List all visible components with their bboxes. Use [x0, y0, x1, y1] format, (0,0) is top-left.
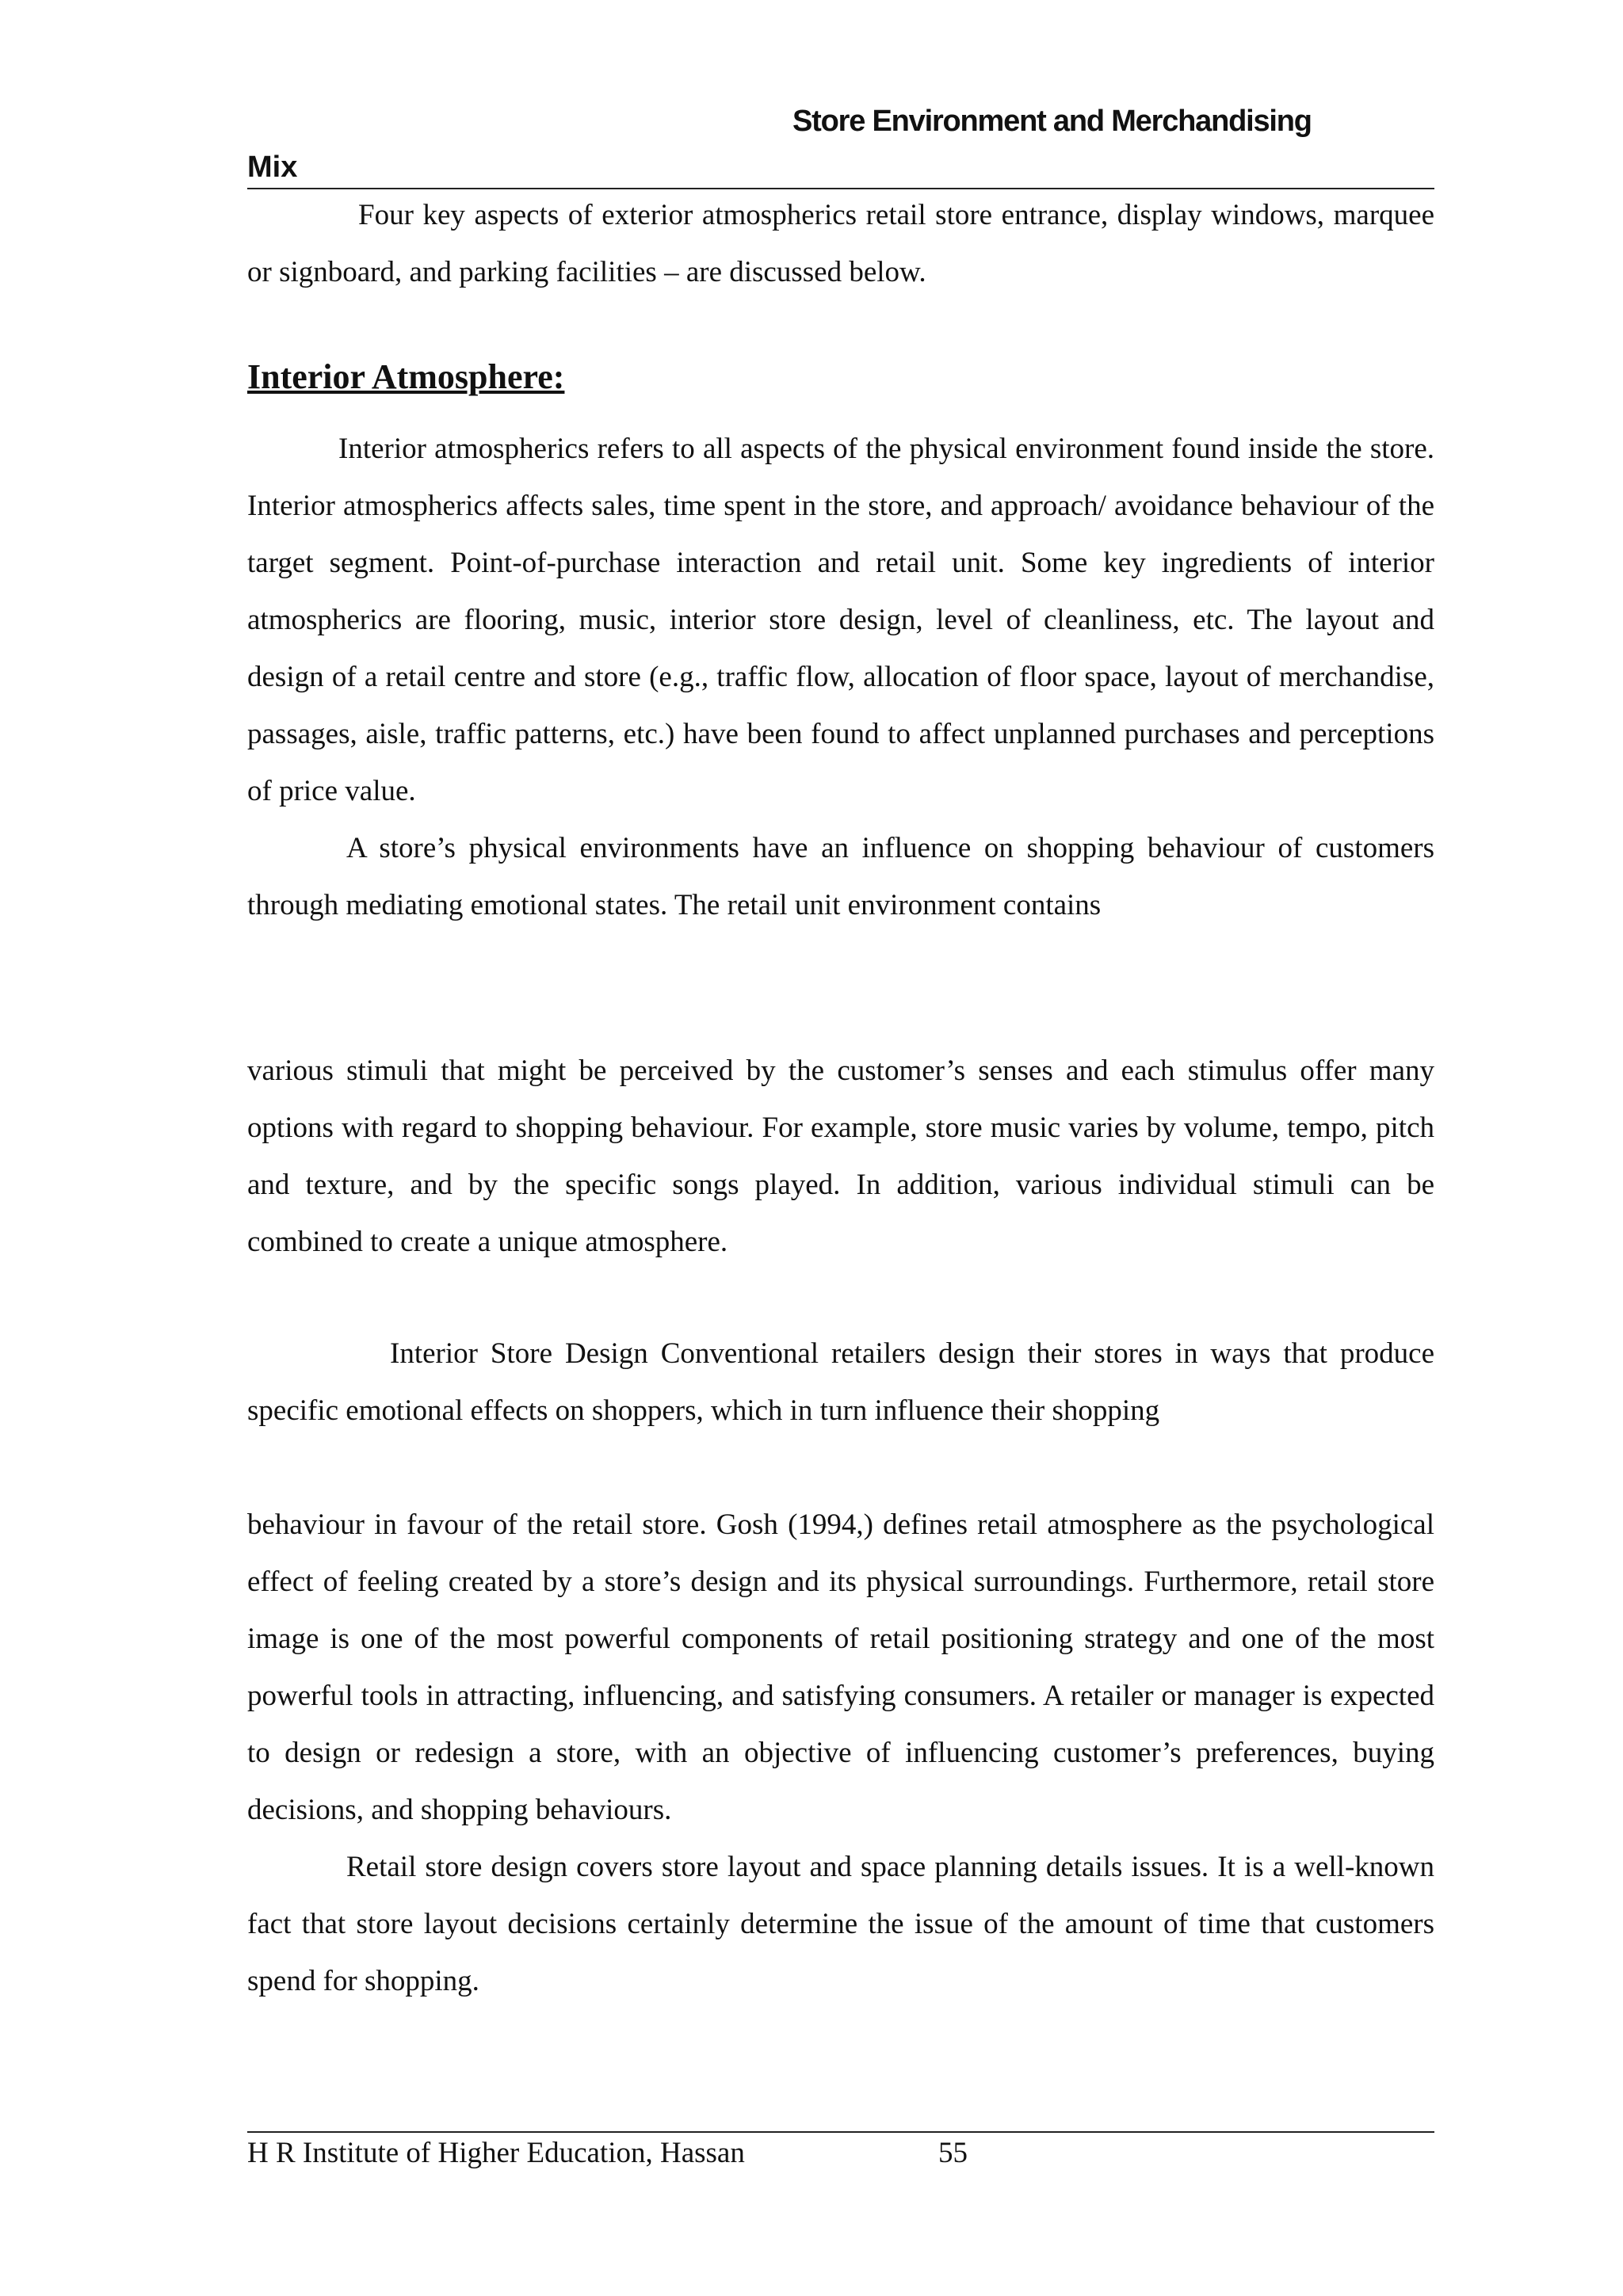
stimuli-block	[247, 1043, 1434, 1271]
page-number: 55	[938, 2137, 968, 2169]
running-header-title: Store Environment and Merchandising	[792, 105, 1312, 138]
interior-block	[247, 421, 1434, 934]
paragraph-retail-atmosphere: behaviour in favour of the retail store. Gosh (1994,) defines retail atmosphere as the psychological effect of feeling created by a store’s design and its physical surroundings. Furthermore, retail store image is one of the most powerful components of retail positioning strategy and one of the most powerful tools in attracting, influencing, and satisfying consumers. A retailer or manager is expected to design or redesign a store, with an objective of influencing customer’s preferences, buying decisions, and shopping behaviours.	[247, 1508, 1434, 1826]
paragraph-stimuli: various stimuli that might be perceived by the customer’s senses and each stimulus offer many options with regard to shopping behaviour. For example, store music varies by volume, tempo, pitch and texture, and by the specific songs played. In addition, various individual stimuli can be combined to create a unique atmosphere.	[247, 1055, 1434, 1258]
running-header-continuation: Mix	[247, 151, 298, 184]
atmosphere-block	[247, 1497, 1434, 2010]
footer-institution: H R Institute of Higher Education, Hassan	[247, 2137, 745, 2169]
intro-block	[247, 187, 1434, 301]
paragraph-interior-atmospherics: Interior atmospherics refers to all aspects of the physical environment found inside the store. Interior atmospherics affects sales, time spent in the store, and approach/ avoidance behaviour of the target segment. Point-of-purchase interaction and retail unit. Some key ingredients of interior atmospherics are flooring, music, interior store design, level of cleanliness, etc. The layout and design of a retail centre and store (e.g., traffic flow, allocation of floor space, layout of merchandise, passages, aisle, traffic patterns, etc.) have been found to affect unplanned purchases and perceptions of price value.	[247, 433, 1434, 807]
paragraph-physical-environments: A store’s physical environments have an influence on shopping behaviour of customers through mediating emotional states. The retail unit environment contains	[247, 832, 1434, 921]
paragraph-layout-planning: Retail store design covers store layout and space planning details issues. It is a well-known fact that store layout decisions certainly determine the issue of the amount of time that customers spend for shopping.	[247, 1851, 1434, 1997]
paragraph-store-design: Interior Store Design Conventional retailers design their stores in ways that produce specific emotional effects on shoppers, which in turn influence their shopping	[247, 1337, 1434, 1427]
section-heading: Interior Atmosphere:	[247, 357, 565, 396]
footer-rule	[247, 2131, 1434, 2133]
intro-paragraph: Four key aspects of exterior atmospherics retail store entrance, display windows, marquee or signboard, and parking facilities – are discussed below.	[247, 199, 1434, 288]
store-design-block	[247, 1325, 1434, 1440]
